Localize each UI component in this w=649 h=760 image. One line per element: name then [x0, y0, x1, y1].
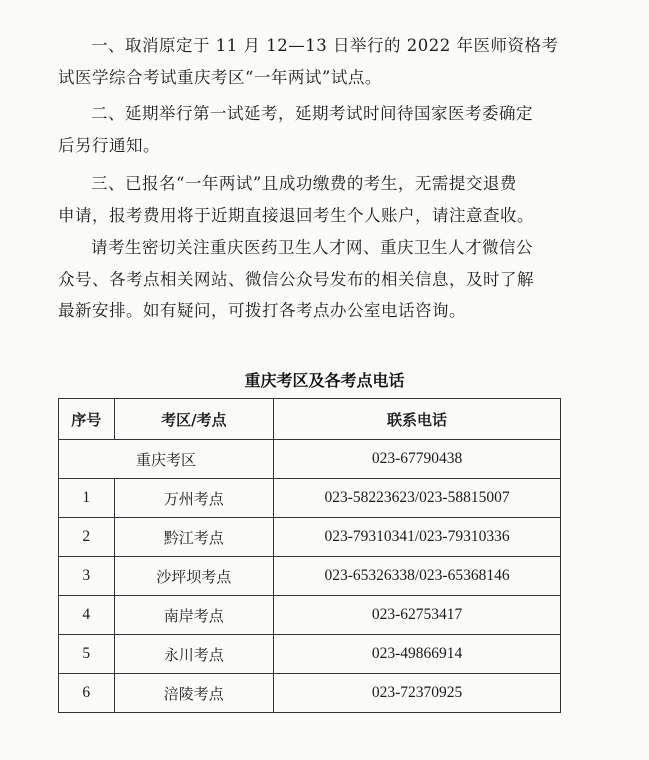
- row-number: 3: [59, 557, 115, 596]
- row-site: 沙坪坝考点: [114, 557, 274, 596]
- row-phone: 023-58223623/023-58815007: [274, 479, 561, 518]
- row-phone: 023-65326338/023-65368146: [274, 557, 561, 596]
- paragraph-postpone-exam: [58, 98, 578, 161]
- row-phone: 023-72370925: [274, 674, 561, 713]
- paragraph-line: 试医学综合考试重庆考区“一年两试”试点。: [58, 67, 382, 87]
- table-row: [59, 674, 561, 713]
- table-header-row: [59, 399, 561, 440]
- row-number: 6: [59, 674, 115, 713]
- paragraph-line: 后另行通知。: [58, 135, 160, 155]
- paragraph-refund: [58, 168, 578, 231]
- row-number: 4: [59, 596, 115, 635]
- paragraph-line: 一、取消原定于 11 月 12—13 日举行的 2022 年医师资格考: [91, 36, 559, 55]
- row-site: 涪陵考点: [114, 674, 274, 713]
- row-number: 5: [59, 635, 115, 674]
- paragraph-line: 二、延期举行第一试延考，延期考试时间待国家医考委确定: [91, 104, 533, 123]
- paragraph-cancel-pilot: [58, 30, 578, 93]
- header-number: 序号: [59, 399, 115, 440]
- table-row: [59, 557, 561, 596]
- table-title: 重庆考区及各考点电话: [244, 371, 405, 390]
- paragraph-line: 众号、各考点相关网站、微信公众号发布的相关信息，及时了解: [58, 269, 534, 289]
- table-row: [59, 479, 561, 518]
- table-row-district: [59, 440, 561, 479]
- row-number: 1: [59, 479, 115, 518]
- paragraph-line: 请考生密切关注重庆医药卫生人才网、重庆卫生人才微信公: [91, 238, 533, 257]
- row-phone: 023-62753417: [274, 596, 561, 635]
- district-name: 重庆考区: [59, 440, 274, 479]
- district-phone: 023-67790438: [274, 440, 561, 479]
- row-site: 南岸考点: [114, 596, 274, 635]
- row-number: 2: [59, 518, 115, 557]
- table-row: [59, 518, 561, 557]
- table-row: [59, 596, 561, 635]
- table-row: [59, 635, 561, 674]
- paragraph-line: 最新安排。如有疑问，可拨打各考点办公室电话咨询。: [58, 301, 466, 320]
- paragraph-line: 申请，报考费用将于近期直接退回考生个人账户，请注意查收。: [58, 205, 534, 225]
- header-site: 考区/考点: [114, 399, 274, 440]
- header-phone: 联系电话: [274, 399, 561, 440]
- row-phone: 023-79310341/023-79310336: [274, 518, 561, 557]
- contact-table: [58, 398, 561, 713]
- paragraph-line: 三、已报名“一年两试”且成功缴费的考生，无需提交退费: [91, 174, 517, 193]
- row-site: 黔江考点: [114, 518, 274, 557]
- row-site: 永川考点: [114, 635, 274, 674]
- paragraph-notice: [58, 232, 578, 327]
- row-phone: 023-49866914: [274, 635, 561, 674]
- row-site: 万州考点: [114, 479, 274, 518]
